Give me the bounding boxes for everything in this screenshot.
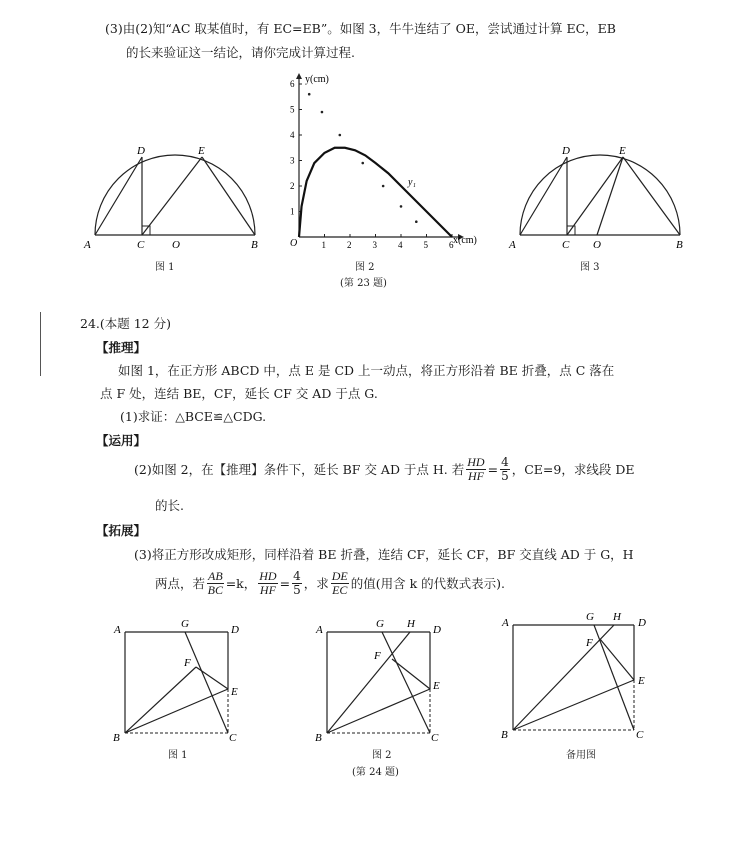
q24-infer-text1: 如图 1，在正方形 ABCD 中，点 E 是 CD 上一动点，将正方形沿着 BE 折叠，点 C 落在 — [118, 363, 615, 378]
f3-label-d: D — [638, 617, 646, 629]
f1-label-f: F — [184, 657, 191, 669]
q24-part3-b: 两点，若 — [155, 575, 206, 591]
data-point — [400, 205, 403, 208]
q24-p3-eq2: = — [279, 575, 291, 591]
y-tick-label: 1 — [290, 206, 295, 217]
frac-4-5: $\frac{4}{5}$ — [501, 455, 509, 483]
f1-label-g: G — [181, 618, 189, 630]
q23-part3-line1: (3)由(2)知“AC 取某值时，有 EC=EB”。如图 3，牛牛连结了 OE，尝试通过计算 EC，EB — [105, 21, 616, 36]
f1-label-e: E — [231, 686, 238, 698]
data-point — [308, 93, 311, 96]
f3-label-e: E — [638, 675, 645, 687]
fig3-label-d: D — [562, 145, 570, 157]
data-point — [382, 185, 385, 188]
f2-label-b: B — [315, 732, 322, 744]
data-point — [321, 111, 324, 114]
q24-fig2-caption: 图 2 — [372, 750, 392, 761]
q24-part2-line — [134, 456, 634, 483]
curve-y1 — [299, 148, 452, 237]
segment-oe — [597, 157, 623, 235]
x-tick-label: 1 — [321, 240, 326, 250]
curve-label: y₁ — [408, 177, 416, 188]
q24-figure-2 — [310, 615, 450, 745]
q24-part3-a: (3)将正方形改成矩形，同样沿着 BE 折叠，连结 CF，延长 CF，BF 交直线 AD 于 G，H — [134, 547, 634, 562]
frac-hd-hf: $\frac{HD}{HF}$ — [467, 455, 485, 483]
x-tick-label: 6 — [449, 240, 454, 250]
x-tick-label: 2 — [347, 240, 352, 250]
f3-label-b: B — [501, 729, 508, 741]
q24-part3-line2 — [155, 570, 505, 597]
f2-label-h: H — [407, 618, 415, 630]
q24-figure-1 — [108, 615, 248, 745]
q23-figure-3 — [505, 140, 695, 270]
f2-label-f: F — [374, 650, 381, 662]
q24-part2-b: ，CE=9，求线段 DE — [511, 461, 635, 477]
f1-label-c: C — [229, 732, 237, 744]
x-tick-label: 5 — [423, 240, 428, 250]
f3-label-a: A — [502, 617, 509, 629]
fig1-label-b: B — [251, 239, 258, 251]
fig3-label-c: C — [562, 239, 570, 251]
f2-label-e: E — [433, 680, 440, 692]
y-tick-label: 3 — [290, 155, 295, 166]
q24-fig1-caption: 图 1 — [168, 750, 188, 761]
fig1-label-c: C — [137, 239, 145, 251]
q24-figure-backup — [496, 608, 666, 748]
q23-graph — [283, 70, 493, 260]
origin-label: O — [290, 238, 298, 249]
q24-section-infer: 【推理】 — [96, 340, 147, 355]
q24-part2-a: (2)如图 2，在【推理】条件下，延长 BF 交 AD 于点 H. 若 — [134, 461, 465, 477]
fig3-label-b: B — [676, 239, 683, 251]
q23-question-caption: (第 23 题) — [340, 278, 387, 289]
frac-4-5-2: $\frac{4}{5}$ — [293, 569, 301, 597]
margin-mark — [40, 312, 41, 376]
q23-part3-line2: 的长来验证这一结论，请你完成计算过程. — [126, 45, 355, 60]
f3-label-f: F — [586, 637, 593, 649]
y-tick-label: 5 — [290, 104, 295, 115]
fig1-label-o: O — [172, 239, 180, 251]
q24-p3-mid: ，求 — [303, 575, 329, 591]
q23-fig2-caption: 图 2 — [355, 262, 375, 273]
x-tick-label: 3 — [372, 240, 377, 250]
y-axis-arrow-icon — [296, 73, 302, 79]
f1-label-b: B — [113, 732, 120, 744]
y-axis-label: y(cm) — [305, 74, 329, 85]
q23-fig1-caption: 图 1 — [155, 262, 175, 273]
f3-label-g: G — [586, 611, 594, 623]
q24-header: 24.(本题 12 分) — [80, 316, 171, 331]
q24-question-caption: (第 24 题) — [352, 767, 399, 778]
q24-part2-eq: = — [487, 461, 499, 477]
f1-label-d: D — [231, 624, 239, 636]
data-point — [415, 220, 418, 223]
frac-de-ec: $\frac{DE}{EC}$ — [331, 569, 348, 597]
frac-hd-hf-2: $\frac{HD}{HF}$ — [259, 569, 277, 597]
f2-label-a: A — [316, 624, 323, 636]
q24-part1: (1)求证：△BCE≌△CDG. — [120, 409, 267, 424]
frac-ab-bc: $\frac{AB}{BC}$ — [207, 569, 224, 597]
f2-label-d: D — [433, 624, 441, 636]
f3-label-h: H — [613, 611, 621, 623]
q24-fig3-caption: 备用图 — [566, 750, 596, 761]
fig1-label-d: D — [137, 145, 145, 157]
fig3-label-e: E — [619, 145, 626, 157]
q24-infer-text2: 点 F 处，连结 BE，CF，延长 CF 交 AD 于点 G. — [100, 386, 378, 401]
fig1-label-a: A — [84, 239, 91, 251]
q24-part2-c: 的长. — [155, 498, 184, 513]
q24-section-extend: 【拓展】 — [96, 523, 147, 538]
f3-label-c: C — [636, 729, 644, 741]
x-axis-label: x(cm) — [453, 235, 477, 246]
q24-p3-eq1: =k， — [225, 575, 257, 591]
q24-p3-end: 的值(用含 k 的代数式表示). — [350, 575, 505, 591]
q23-fig3-caption: 图 3 — [580, 262, 600, 273]
fig1-label-e: E — [198, 145, 205, 157]
data-point — [339, 134, 342, 137]
f1-label-a: A — [114, 624, 121, 636]
f2-label-g: G — [376, 618, 384, 630]
x-tick-label: 4 — [398, 240, 403, 250]
y-tick-label: 6 — [290, 79, 295, 89]
y-tick-label: 4 — [290, 130, 295, 140]
y-tick-label: 2 — [290, 181, 295, 191]
fig3-label-o: O — [593, 239, 601, 251]
data-point — [361, 162, 364, 165]
q24-section-apply: 【运用】 — [96, 433, 147, 448]
f2-label-c: C — [431, 732, 439, 744]
fig3-label-a: A — [509, 239, 516, 251]
q23-figure-1 — [80, 140, 270, 270]
